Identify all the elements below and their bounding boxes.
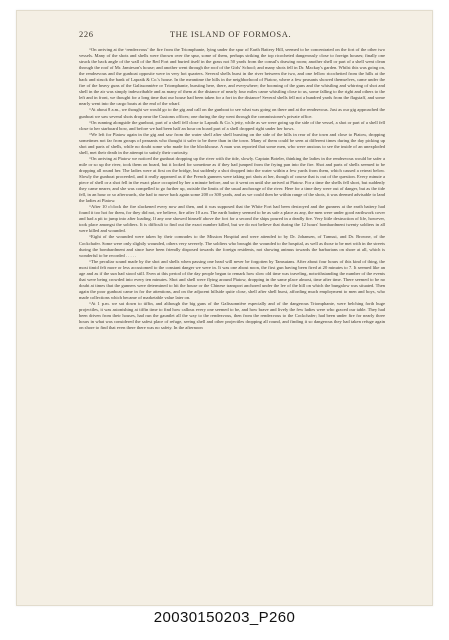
paragraph: “At 1 p.m. we sat down to tiffin, and although the big guns of the Galissonnière especially and of the dangerous Triomphante, were belching forth huge projectiles, it was astonishing at tiffin time to find how callous every one seemed to be, and how brave and lively the few ladies were who graced our table. They had been driven from their houses, had run the gauntlet all the way to the rendezvous, then from the rendezvous to the Cockchafer; had been under fire for nearly three hours in what was considered the safest place of refuge, seeing shell and other projectiles dropping all round, and finding it so dangerous they had taken refuge again on shore to find that even there there was no safety. In the afternoon (79, 300, 385, 331)
paragraph: “On arriving at the ‘rendezvous’ the fire from the Triomphante, lying under the spur of Earth Battery Hill, seemed to be concentrated on the fort of the other two vessels. Many of the shots and shells were thrown over the spur, some of them, perhaps striking the top ricocheted dangerously close to foreign houses; finally one struck the back angle of the wall of the Red Fort and buried itself in the grass not 50 yards from the consul's drawing room; another shell or part of a shell went clean through the roof of Mr. Jamieson's house; and another went through the roof of the Girls' School; and many shots fell in Dr. Mackay's garden. Whilst this was going on, the rendezvous and the gunboat opposite were in very hot quarters. Several shells burst in the river between the two, and one fellow ricochetted from the hills at the back and struck the bank of Lapraik & Co.'s house. In the meantime the hills in the neighborhood of Pìatow, where a few peasants showed themselves, came under the fire of the heavy guns of the Galissonnière or Triomphante, bursting here, there, and everywhere; the booming of the guns and the whistling and whirring of shot and shell in the air was simply indescribable and as many of them at the distance of nearly four miles came whistling close to us, some falling to the right and others to the left and in front, we thought for a long time that our house had been taken for a fort in the distance! Several shells fell not a hundred yards from the flagstaff, and some nearly went into the cargo boats at the end of the wharf. (79, 47, 385, 107)
paragraph: “On arriving at Pìatow we noticed the gunboat dropping up the river with the tide, slowly. Captain Boteler, thinking the ladies in the rendezvous would be safer a mile or so up the river, took them on board, but it looked for sometime as if they had jumped from the frying pan into the fire. Shot and parts of shells seemed to be dropping all round her. The ladies were at first on the bridge, but suddenly a shot dropped into the water within a few yards from them, which caused a retreat below. Slowly the gunboat proceeded, and it really appeared as if the French gunners were taking pot shots at her, though of course that is out of the question. Every minute a piece of shell or a shot fell in the exact place occupied by her a minute before, and so it went on until she arrived at Pìatow. For a time the shells fell short, but suddenly they came nearer, and she was compelled to go further up, outside the limits of the usual anchorage of the river. Here for a time they were out of danger, but as the tide fell, in an hour or so afterwards, she had to move back again some 200 or 300 yards, and as we could then be within range of the shots, it was deemed advisable to land the ladies at Pìatow. (79, 155, 385, 204)
paragraph: “At about 8 a.m., we thought we would go to the gig and call on the gunboat to see what was going on there and at the rendezvous. Just as our gig approached the gunboat we saw several shots drop near the Customs offices; one during the day went through the commissioner's private office. (79, 107, 385, 119)
book-page (16, 10, 433, 606)
paragraph: “On running alongside the gunboat, part of a shell fell close to Lapraik & Co.'s jetty, while as we were going up the side of the vessel, a shot or part of a shell fell close to her starboard bow, and before we had been half an hour on board part of a shell dropped right under her bows. (79, 119, 385, 131)
paragraph: “We left for Pìatow again in the gig and saw from the water shell after shell bursting on the side of the hills in rear of the town and close to Pìatow, dropping sometimes not far from groups of peasants who thought it safer to be there than in the town. Many of them could be seen at different times during the day picking up shot and parts of shells, while no doubt some who made for the blockhouse. A man was reported that some men, who were anxious to see the inside of an unexploded shell, met their death in the attempt to satisfy their curiosity. (79, 131, 385, 155)
page-number: 226 (79, 29, 94, 39)
paragraph: “After 10 o'clock the fire slackened every now and then, and it was supposed that the White Fort had been destroyed and the gunners at the earth battery had found it too hot for them, for they did not, we believe, fire after 10 a.m. The earth battery seemed to be as safe a place as any, the men were under good earthwork cover and had a pit to jump into after loading. If any one showed himself above the fort for a second the ships poured in a deadly fire. Very little destruction of life, however, took place amongst the soldiers. It is difficult to find out the exact number killed, but we do not believe that during the 12 hours' bombardment twenty soldiers in all were killed and wounded. (79, 204, 385, 234)
paragraph: “Eight of the wounded were taken by their comrades to the Mission Hospital and were attended to by Dr. Johansen, of Tamsui, and Dr. Browne, of the Cockchafer. Some were only slightly wounded, others very severely. The soldiers who brought the wounded to the hospital, as well as those to be met with in the streets during the bombardment and since have been friendly disposed towards the foreign residents, not showing animus towards the barbarians on shore at all, which is wonderful to be recorded . . . . . (79, 234, 385, 258)
page-header (79, 29, 382, 41)
scan-id-caption: 20030150203_P260 (153, 609, 296, 626)
running-head: THE ISLAND OF FORMOSA. (169, 29, 292, 39)
body-text (79, 47, 385, 585)
paragraph: “The peculiar sound made by the shot and shells when passing one head will never be forgotten by Tamsuians. After about four hours of this kind of thing, the most timid felt more or less accustomed to the constant danger we were in. It was one about noon, the first gun having been fired at 20 minutes to 7. It seemed like an age and as if the sun had stood still. Even at this period of the day people began to remark how slow old time was traveling, notwithstanding the number of the events that were being crowded into every ten minutes. Shot and shell were flying around Pìatow, dropping in the same place almost, time after time. There seemed to be no doubt at times that the gunners were determined to hit the house or the Chinese transport anchored under the lee of the hill on which the bungalow was situated. Then again the poor gunboat came in for the attentions, and on the adjacent hillside quite close, shell after shell burst, affording much employment to men and boys, who made collections which became of marketable value later on. (79, 258, 385, 300)
